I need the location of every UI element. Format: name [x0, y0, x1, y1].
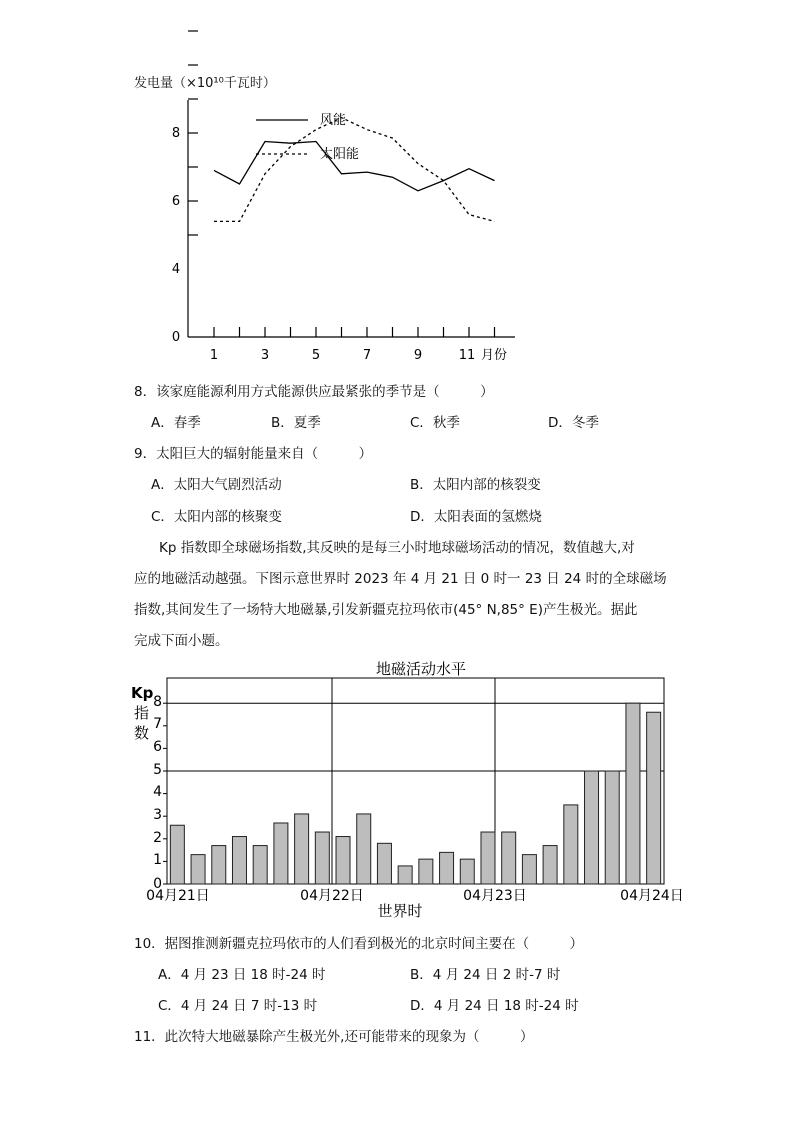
x-tick-label: 3 [260, 348, 270, 363]
kp-bar [419, 859, 433, 884]
passage-line-3: 指数,其间发生了一场特大地磁暴,引发新疆克拉玛依市(45° N,85° E)产生极光。据此 [134, 602, 638, 618]
kp-bar [253, 846, 267, 884]
q8-option-a[interactable]: A．春季 [151, 415, 201, 431]
q8-option-d[interactable]: D．冬季 [548, 415, 599, 431]
kp-bar [626, 703, 640, 884]
date-tick-label: 04月24日 [620, 888, 684, 904]
kp-bar [295, 814, 309, 884]
q10-option-d[interactable]: D．4 月 24 日 18 时-24 时 [410, 998, 579, 1014]
question-10-stem: 10．据图推测新疆克拉玛依市的人们看到极光的北京时间主要在（ ） [134, 936, 584, 952]
kp-bar [170, 825, 184, 884]
chart1-line-chart [0, 0, 794, 370]
chart2-ylabel-kp: Kp [131, 684, 154, 702]
solar-energy-series-line [214, 118, 495, 222]
y-tick-label: 4 [171, 262, 181, 277]
kp-tick-label: 4 [153, 784, 162, 800]
q10-option-a[interactable]: A．4 月 23 日 18 时-24 时 [158, 967, 326, 983]
kp-bar [460, 859, 474, 884]
kp-bar [398, 866, 412, 884]
y-tick-label: 8 [171, 126, 181, 141]
q9-option-d[interactable]: D．太阳表面的氢燃烧 [410, 509, 542, 525]
q10-option-b[interactable]: B．4 月 24 日 2 时-7 时 [410, 967, 561, 983]
passage-line-2: 应的地磁活动越强。下图示意世界时 2023 年 4 月 21 日 0 时一 23 日 24 时的全球磁场 [134, 571, 667, 587]
kp-tick-label: 2 [153, 830, 162, 846]
chart2-title: 地磁活动水平 [375, 660, 467, 678]
kp-bar [191, 855, 205, 884]
kp-tick-label: 7 [153, 716, 162, 732]
x-axis-unit: 月份 [481, 348, 508, 363]
kp-bar [274, 823, 288, 884]
x-tick-label: 11 [458, 348, 476, 363]
kp-tick-label: 6 [153, 739, 162, 755]
kp-tick-label: 5 [153, 762, 162, 778]
chart2-xlabel: 世界时 [377, 902, 423, 920]
passage-line-4: 完成下面小题。 [134, 633, 229, 649]
kp-bar [336, 837, 350, 884]
y-tick-label: 0 [171, 330, 181, 345]
legend-wind-label: 风能 [320, 113, 347, 128]
x-tick-label: 7 [362, 348, 372, 363]
q9-option-a[interactable]: A．太阳大气剧烈活动 [151, 477, 282, 493]
kp-bar [440, 852, 454, 884]
kp-bar [522, 855, 536, 884]
x-tick-label: 1 [209, 348, 219, 363]
chart2-bar-chart [0, 650, 794, 950]
kp-tick-label: 1 [153, 852, 162, 868]
date-tick-label: 04月21日 [146, 888, 210, 904]
q9-option-c[interactable]: C．太阳内部的核聚变 [151, 509, 282, 525]
passage-line-1: Kp 指数即全球磁场指数,其反映的是每三小时地球磁场活动的情况，数值越大,对 [159, 540, 635, 556]
chart2-ylabel-zhi: 指 [134, 704, 150, 722]
date-tick-label: 04月22日 [300, 888, 364, 904]
kp-bar [377, 843, 391, 884]
kp-bar [357, 814, 371, 884]
kp-bar [585, 771, 599, 884]
kp-bar [481, 832, 495, 884]
kp-bar [647, 712, 661, 884]
x-tick-label: 9 [413, 348, 423, 363]
date-tick-label: 04月23日 [463, 888, 527, 904]
question-9-stem: 9．太阳巨大的辐射能量来自（ ） [134, 446, 373, 462]
kp-tick-label: 3 [153, 807, 162, 823]
chart1-ylabel: 发电量（×10¹⁰千瓦时） [134, 76, 276, 91]
chart2-ylabel-shu: 数 [134, 724, 150, 742]
kp-tick-label: 0 [153, 876, 162, 892]
question-8-stem: 8．该家庭能源利用方式能源供应最紧张的季节是（ ） [134, 384, 494, 400]
kp-bar [315, 832, 329, 884]
legend-solar-label: 太阳能 [320, 147, 360, 162]
question-11-stem: 11．此次特大地磁暴除产生极光外,还可能带来的现象为（ ） [134, 1029, 534, 1045]
kp-tick-label: 8 [153, 694, 162, 710]
kp-bar [212, 846, 226, 884]
q9-option-b[interactable]: B．太阳内部的核裂变 [410, 477, 541, 493]
q8-option-b[interactable]: B．夏季 [271, 415, 321, 431]
kp-bar [605, 771, 619, 884]
kp-bar [502, 832, 516, 884]
kp-bar [232, 837, 246, 884]
kp-bar [543, 846, 557, 884]
kp-bar [564, 805, 578, 884]
q8-option-c[interactable]: C．秋季 [410, 415, 460, 431]
y-tick-label: 6 [171, 194, 181, 209]
x-tick-label: 5 [311, 348, 321, 363]
q10-option-c[interactable]: C．4 月 24 日 7 时-13 时 [158, 998, 318, 1014]
